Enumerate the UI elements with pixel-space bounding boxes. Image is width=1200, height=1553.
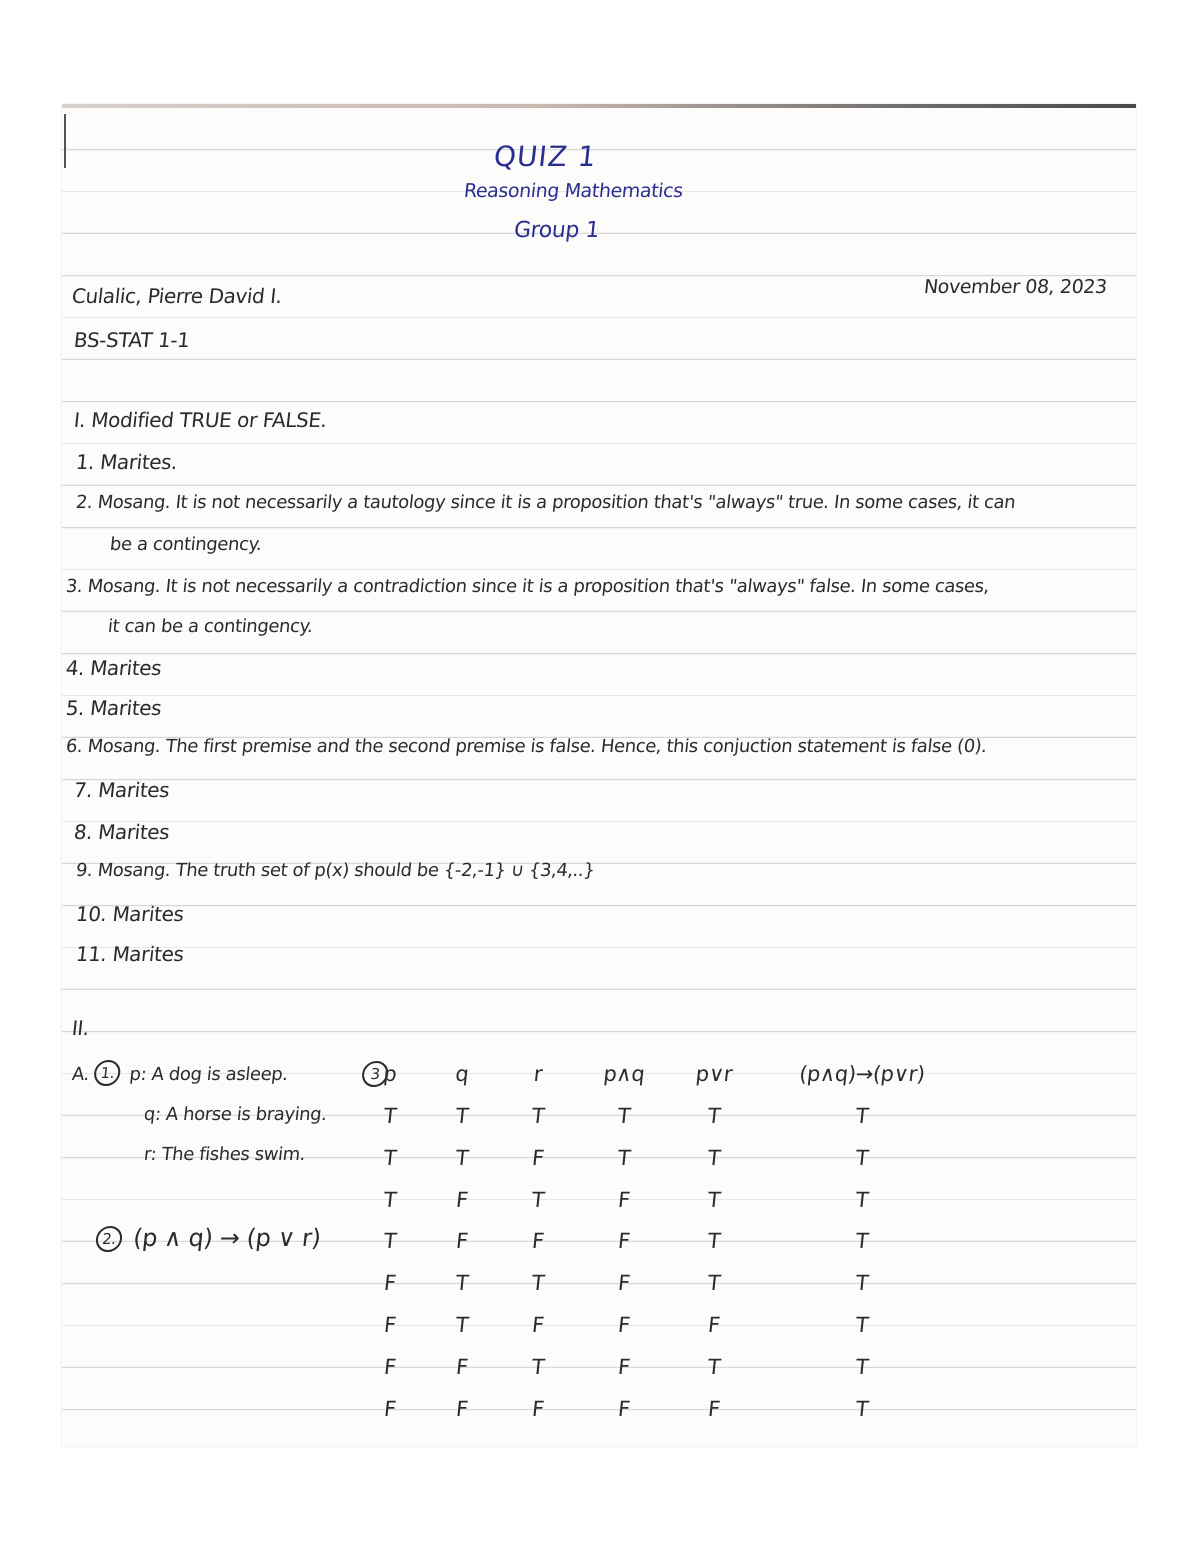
part1-item-3-cont: it can be a contingency. (106, 616, 314, 637)
truth-table-cell: F (454, 1354, 470, 1379)
truth-table-cell: F (616, 1354, 632, 1379)
truth-table-cell: T (530, 1271, 546, 1296)
truth-table-cell: T (854, 1354, 870, 1379)
part1-item-8: 8. Marites (72, 820, 171, 844)
truth-table-cell: F (616, 1271, 632, 1296)
circled-number-3: 3 (361, 1061, 390, 1087)
truth-table-cell: F (454, 1187, 470, 1212)
truth-table-cell: T (382, 1104, 398, 1128)
truth-table-header: q (454, 1062, 470, 1086)
circled-number-2: 2. (95, 1226, 124, 1252)
truth-table-header: p∧q (602, 1062, 646, 1086)
truth-table-cell: T (454, 1145, 470, 1170)
truth-table-cell: T (854, 1229, 870, 1254)
truth-table-cell: T (382, 1187, 398, 1212)
truth-table-cell: F (530, 1313, 546, 1337)
truth-table-cell: T (706, 1354, 722, 1379)
part2-a-line (71, 1062, 289, 1088)
truth-table-cell: F (530, 1396, 546, 1421)
part1-item-2-cont: be a contingency. (108, 534, 263, 555)
truth-table-cell: T (854, 1104, 870, 1128)
truth-table-cell: F (382, 1354, 398, 1379)
truth-table-cell: F (382, 1271, 398, 1296)
truth-table-cell: T (616, 1145, 632, 1170)
circled-number-1: 1. (93, 1060, 122, 1086)
quiz-title: QUIZ 1 (492, 140, 599, 173)
part1-item-2: 2. Mosang. It is not necessarily a tautology since it is a proposition that's "always" true. In some cases, it can (74, 492, 1017, 513)
part1-item-6: 6. Mosang. The first premise and the second premise is false. Hence, this conjuction statement is false (0). (64, 736, 988, 757)
truth-table-cell: F (706, 1313, 722, 1337)
part1-item-7: 7. Marites (72, 778, 171, 802)
part2-heading: II. (70, 1016, 91, 1040)
truth-table-cell: T (454, 1104, 470, 1128)
truth-table-cell: T (706, 1145, 722, 1170)
truth-table-cell: T (454, 1313, 470, 1337)
truth-table-cell: T (530, 1187, 546, 1212)
truth-table-cell: F (382, 1396, 398, 1421)
part1-heading: I. Modified TRUE or FALSE. (72, 408, 328, 432)
truth-table-cell: T (530, 1104, 546, 1128)
truth-table-cell: F (454, 1396, 470, 1421)
truth-table-cell: T (854, 1313, 870, 1337)
truth-table-cell: F (616, 1396, 632, 1421)
truth-table-cell: F (382, 1313, 398, 1337)
truth-table-cell: F (530, 1229, 546, 1254)
prop-p: p: A dog is asleep. (128, 1064, 289, 1085)
part2-a-label: A. (70, 1064, 91, 1085)
truth-table-cell: T (854, 1145, 870, 1170)
truth-table-cell: F (530, 1145, 546, 1170)
truth-table-cell: T (854, 1271, 870, 1296)
truth-table-header: r (532, 1062, 544, 1086)
truth-table-cell: T (706, 1104, 722, 1128)
truth-table-cell: F (454, 1229, 470, 1254)
truth-table-header: p (382, 1062, 398, 1086)
part1-item-11: 11. Marites (74, 942, 185, 966)
paper-top-edge (62, 104, 1136, 108)
quiz-date: November 08, 2023 (922, 276, 1108, 298)
truth-table-cell: T (854, 1396, 870, 1421)
compound-expression: (p ∧ q) → (p ∨ r) (131, 1224, 323, 1252)
part1-item-3: 3. Mosang. It is not necessarily a contradiction since it is a proposition that's "always" false. In some cases, (64, 576, 991, 597)
truth-table-cell: F (706, 1396, 722, 1421)
truth-table-cell: T (616, 1104, 632, 1128)
part1-item-1: 1. Marites. (74, 450, 179, 474)
truth-table-cell: T (530, 1354, 546, 1379)
part1-item-9: 9. Mosang. The truth set of p(x) should be {-2,-1} ∪ {3,4,..} (74, 860, 596, 881)
truth-table-cell: T (706, 1187, 722, 1212)
group-title: Group 1 (512, 218, 601, 243)
prop-r: r: The fishes swim. (142, 1144, 307, 1165)
truth-table-cell: T (382, 1229, 398, 1254)
notebook-page (62, 104, 1136, 1446)
truth-table-cell: F (616, 1313, 632, 1337)
truth-table-header: p∨r (694, 1062, 734, 1086)
subject-title: Reasoning Mathematics (462, 180, 684, 202)
part1-item-4: 4. Marites (64, 656, 163, 680)
truth-table-cell: F (616, 1187, 632, 1212)
truth-table-header: (p∧q)→(p∨r) (798, 1062, 926, 1086)
truth-table-cell: F (616, 1229, 632, 1254)
truth-table-cell: T (382, 1145, 398, 1170)
prop-q: q: A horse is braying. (142, 1104, 328, 1125)
truth-table-cell: T (706, 1229, 722, 1254)
truth-table-cell: T (706, 1271, 722, 1296)
part2-expression-line (94, 1224, 322, 1254)
part1-item-10: 10. Marites (74, 902, 185, 926)
part1-item-5: 5. Marites (64, 696, 163, 720)
student-section: BS-STAT 1-1 (72, 328, 191, 352)
margin-mark (64, 114, 66, 168)
student-name: Culalic, Pierre David I. (70, 284, 284, 308)
truth-table-cell: T (454, 1271, 470, 1296)
truth-table-cell: T (854, 1187, 870, 1212)
